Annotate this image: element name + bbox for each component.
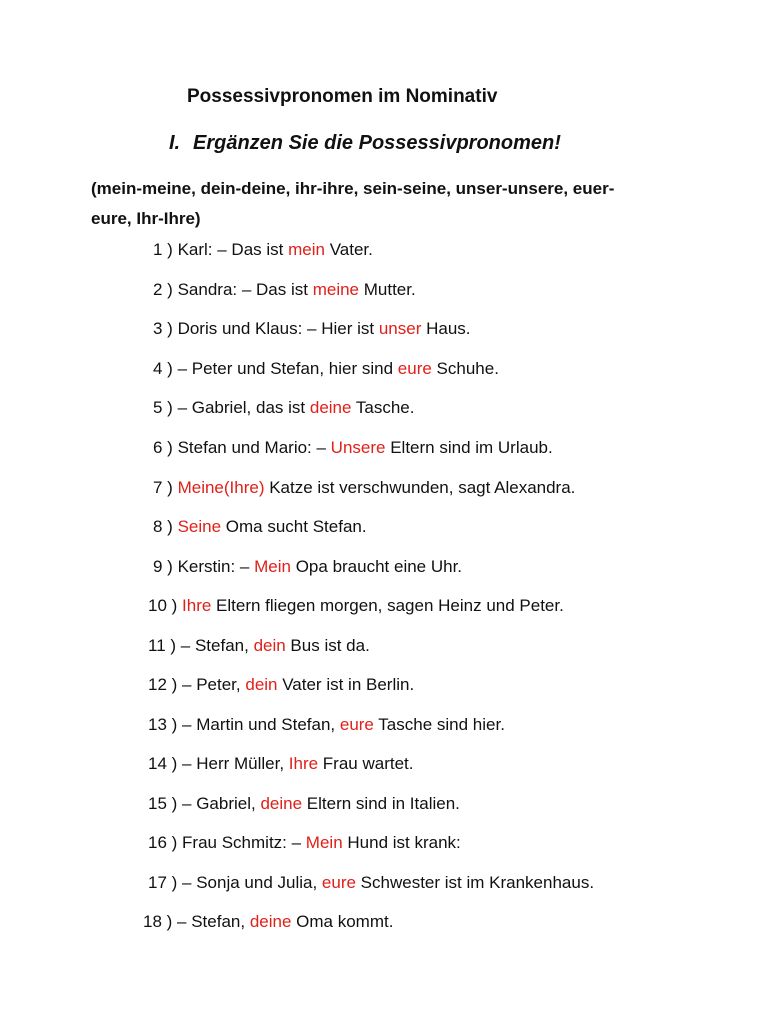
item-answer: dein [245, 675, 278, 694]
item-text-before: – Herr Müller, [182, 754, 289, 773]
item-answer: Ihre [288, 754, 319, 773]
exercise-item [153, 477, 575, 499]
item-text-after: Bus ist da. [285, 636, 370, 655]
item-text-after: Vater. [324, 240, 373, 259]
item-text-after: Eltern fliegen morgen, sagen Heinz und Peter. [211, 596, 564, 615]
exercise-item [153, 358, 499, 380]
item-answer: mein [288, 240, 325, 259]
exercise-item [153, 279, 416, 301]
item-text-before: Kerstin: – [177, 557, 255, 576]
item-number: 17 ) [148, 873, 178, 892]
item-text-after: Hund ist krank: [342, 833, 461, 852]
item-answer: deine [309, 398, 352, 417]
exercise-item [148, 872, 594, 894]
item-text-before: – Gabriel, [182, 794, 261, 813]
exercise-item [153, 437, 553, 459]
item-answer: deine [260, 794, 303, 813]
task-number: I. [169, 132, 181, 154]
item-number: 8 ) [153, 517, 173, 536]
item-answer: dein [253, 636, 286, 655]
item-number: 7 ) [153, 478, 173, 497]
item-text-before: – Stefan, [180, 636, 254, 655]
item-text-after: Mutter. [359, 280, 416, 299]
word-bank: (mein-meine, dein-deine, ihr-ihre, sein-seine, unser-unsere, euer-eure, Ihr-Ihre) [91, 179, 615, 228]
item-answer: eure [339, 715, 374, 734]
item-answer: Meine(Ihre) [177, 478, 265, 497]
exercise-item [143, 911, 393, 933]
item-number: 12 ) [148, 675, 178, 694]
item-number: 6 ) [153, 438, 173, 457]
item-number: 18 ) [143, 912, 173, 931]
item-number: 14 ) [148, 754, 178, 773]
item-text-after: Haus. [421, 319, 471, 338]
item-text-after: Eltern sind in Italien. [302, 794, 460, 813]
exercise-item [153, 239, 373, 261]
item-text-before: Stefan und Mario: – [177, 438, 331, 457]
item-text-before: – Peter und Stefan, hier sind [177, 359, 398, 378]
item-number: 1 ) [153, 240, 173, 259]
item-number: 10 ) [148, 596, 178, 615]
item-answer: Seine [177, 517, 222, 536]
exercise-item [153, 516, 367, 538]
item-text-before: Karl: – Das ist [177, 240, 289, 259]
item-text-before: – Sonja und Julia, [182, 873, 322, 892]
item-answer: eure [397, 359, 432, 378]
item-number: 2 ) [153, 280, 173, 299]
exercise-item [148, 635, 370, 657]
task-instruction: Ergänzen Sie die Possessivpronomen! [193, 132, 561, 154]
exercise-item [153, 556, 462, 578]
item-text-after: Eltern sind im Urlaub. [385, 438, 553, 457]
item-number: 11 ) [148, 636, 177, 655]
item-text-after: Katze ist verschwunden, sagt Alexandra. [264, 478, 576, 497]
item-text-after: Vater ist in Berlin. [277, 675, 415, 694]
item-text-before: – Gabriel, das ist [177, 398, 310, 417]
item-text-after: Oma sucht Stefan. [221, 517, 367, 536]
exercise-item [148, 674, 414, 696]
item-answer: meine [312, 280, 360, 299]
exercise-item [148, 714, 505, 736]
item-text-after: Frau wartet. [318, 754, 414, 773]
item-answer: Unsere [330, 438, 386, 457]
item-answer: Mein [305, 833, 343, 852]
item-number: 9 ) [153, 557, 173, 576]
item-answer: deine [249, 912, 292, 931]
item-text-after: Tasche sind hier. [373, 715, 505, 734]
exercise-item [148, 753, 414, 775]
item-text-before: – Peter, [182, 675, 246, 694]
item-number: 5 ) [153, 398, 173, 417]
item-answer: Ihre [182, 596, 212, 615]
item-number: 13 ) [148, 715, 178, 734]
exercise-item [153, 397, 414, 419]
item-text-before: – Stefan, [177, 912, 250, 931]
item-text-after: Schuhe. [431, 359, 499, 378]
item-number: 3 ) [153, 319, 173, 338]
exercise-item [153, 318, 471, 340]
item-number: 4 ) [153, 359, 173, 378]
page-title: Possessivpronomen im Nominativ [187, 86, 498, 107]
item-answer: unser [378, 319, 422, 338]
item-text-before: Doris und Klaus: – Hier ist [177, 319, 379, 338]
exercise-item [148, 793, 460, 815]
item-text-before: – Martin und Stefan, [182, 715, 340, 734]
item-text-after: Oma kommt. [291, 912, 394, 931]
item-text-after: Schwester ist im Krankenhaus. [355, 873, 595, 892]
item-answer: eure [321, 873, 356, 892]
exercise-item [148, 595, 564, 617]
item-text-before: Sandra: – Das ist [177, 280, 313, 299]
exercise-item [148, 832, 461, 854]
item-text-before: Frau Schmitz: – [182, 833, 306, 852]
item-number: 16 ) [148, 833, 178, 852]
item-answer: Mein [254, 557, 291, 576]
item-text-after: Opa braucht eine Uhr. [290, 557, 463, 576]
item-number: 15 ) [148, 794, 178, 813]
item-text-after: Tasche. [351, 398, 415, 417]
